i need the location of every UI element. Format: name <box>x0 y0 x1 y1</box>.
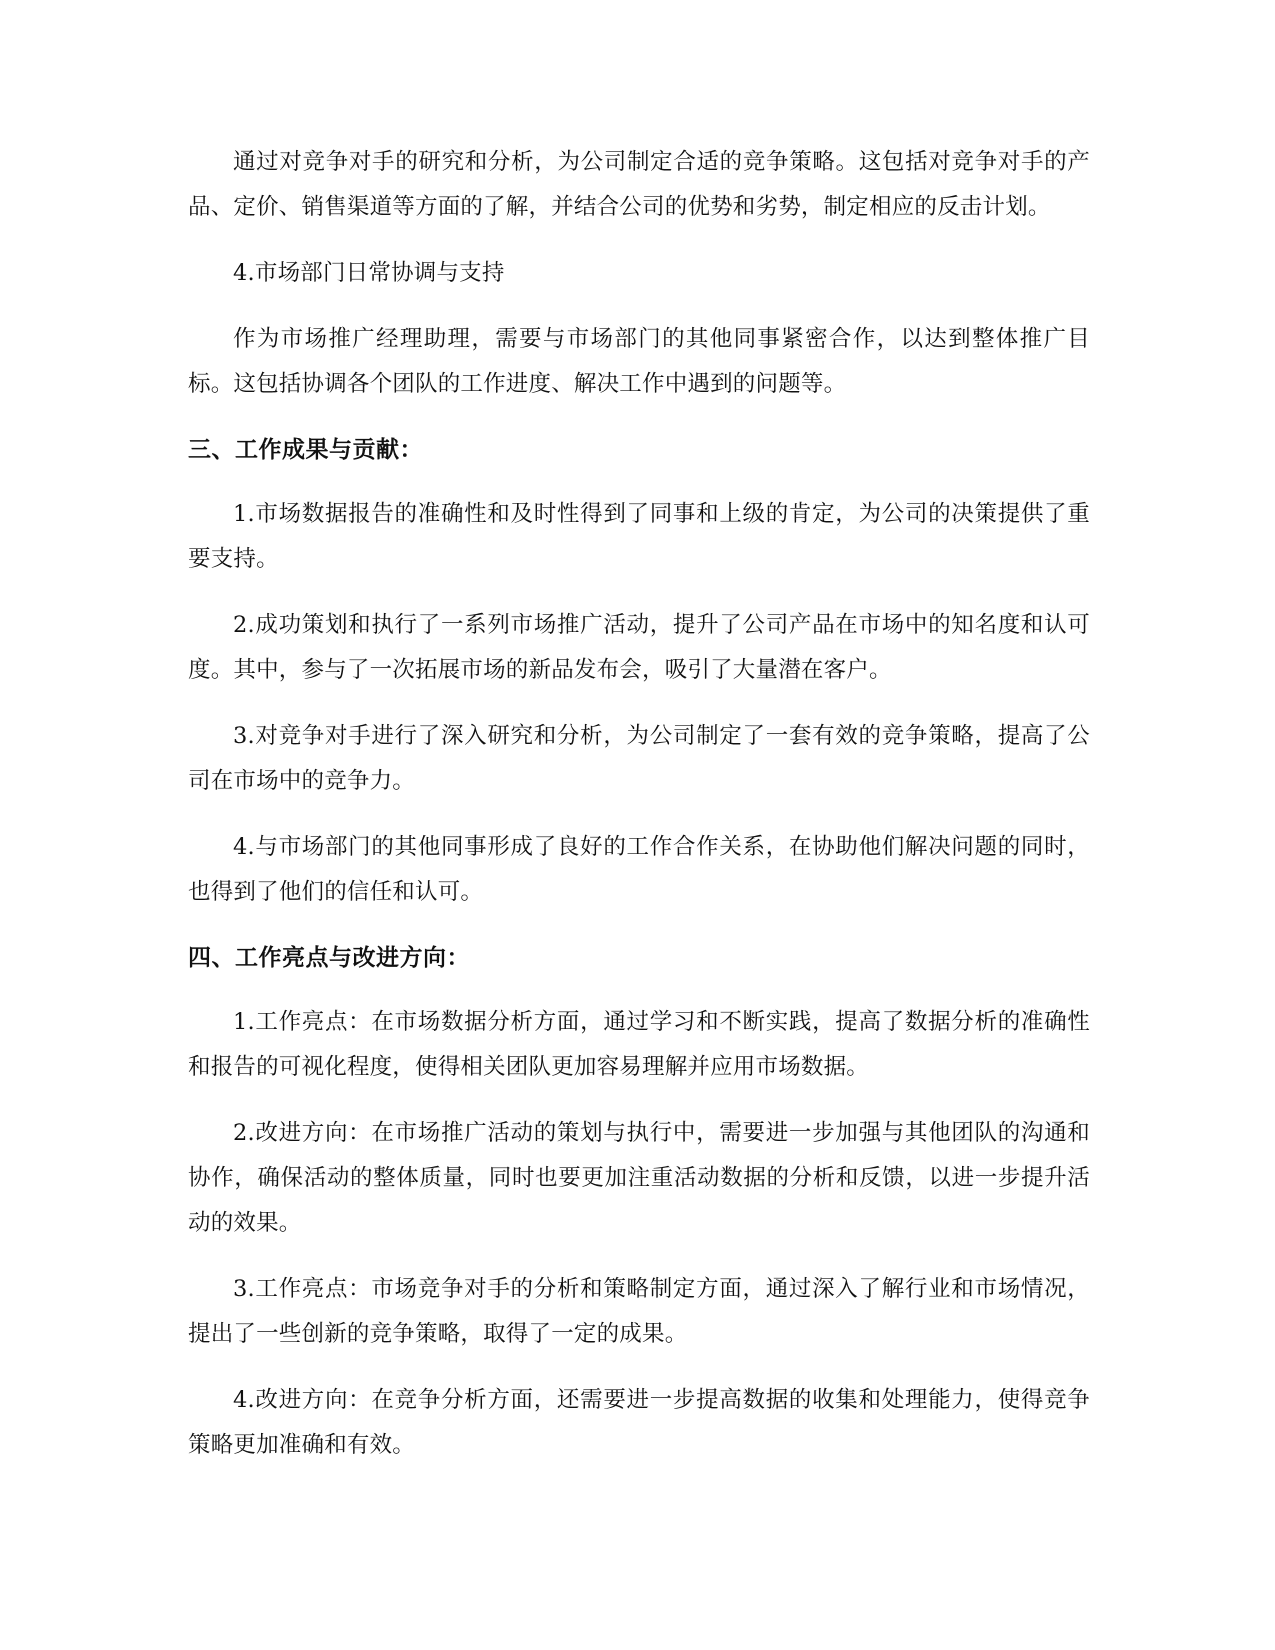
section-heading-highlights: 四、工作亮点与改进方向： <box>188 945 470 971</box>
subheading-daily-coordination: 4.市场部门日常协调与支持 <box>233 260 505 286</box>
document-page <box>188 140 1090 1489</box>
paragraph-competition-strategy: 通过对竞争对手的研究和分析，为公司制定合适的竞争策略。这包括对竞争对手的产品、定价、销售渠道等方面的了解，并结合公司的优势和劣势，制定相应的反击计划。 <box>188 149 1090 220</box>
list-item-result-4: 4.与市场部门的其他同事形成了良好的工作合作关系，在协助他们解决问题的同时，也得到了他们的信任和认可。 <box>188 834 1090 905</box>
list-item-improvement-2: 2.改进方向：在市场推广活动的策划与执行中，需要进一步加强与其他团队的沟通和协作，确保活动的整体质量，同时也要更加注重活动数据的分析和反馈，以进一步提升活动的效果。 <box>188 1120 1090 1236</box>
list-item-result-1: 1.市场数据报告的准确性和及时性得到了同事和上级的肯定，为公司的决策提供了重要支持。 <box>188 501 1090 572</box>
section-heading-results: 三、工作成果与贡献： <box>188 437 423 463</box>
list-item-highlight-3: 3.工作亮点：市场竞争对手的分析和策略制定方面，通过深入了解行业和市场情况，提出了一些创新的竞争策略，取得了一定的成果。 <box>188 1276 1090 1347</box>
list-item-result-2: 2.成功策划和执行了一系列市场推广活动，提升了公司产品在市场中的知名度和认可度。其中，参与了一次拓展市场的新品发布会，吸引了大量潜在客户。 <box>188 612 1090 683</box>
list-item-result-3: 3.对竞争对手进行了深入研究和分析，为公司制定了一套有效的竞争策略，提高了公司在市场中的竞争力。 <box>188 723 1090 794</box>
paragraph-daily-coordination: 作为市场推广经理助理，需要与市场部门的其他同事紧密合作，以达到整体推广目标。这包括协调各个团队的工作进度、解决工作中遇到的问题等。 <box>188 326 1090 397</box>
list-item-improvement-4: 4.改进方向：在竞争分析方面，还需要进一步提高数据的收集和处理能力，使得竞争策略更加准确和有效。 <box>188 1387 1090 1458</box>
list-item-highlight-1: 1.工作亮点：在市场数据分析方面，通过学习和不断实践，提高了数据分析的准确性和报告的可视化程度，使得相关团队更加容易理解并应用市场数据。 <box>188 1009 1090 1080</box>
